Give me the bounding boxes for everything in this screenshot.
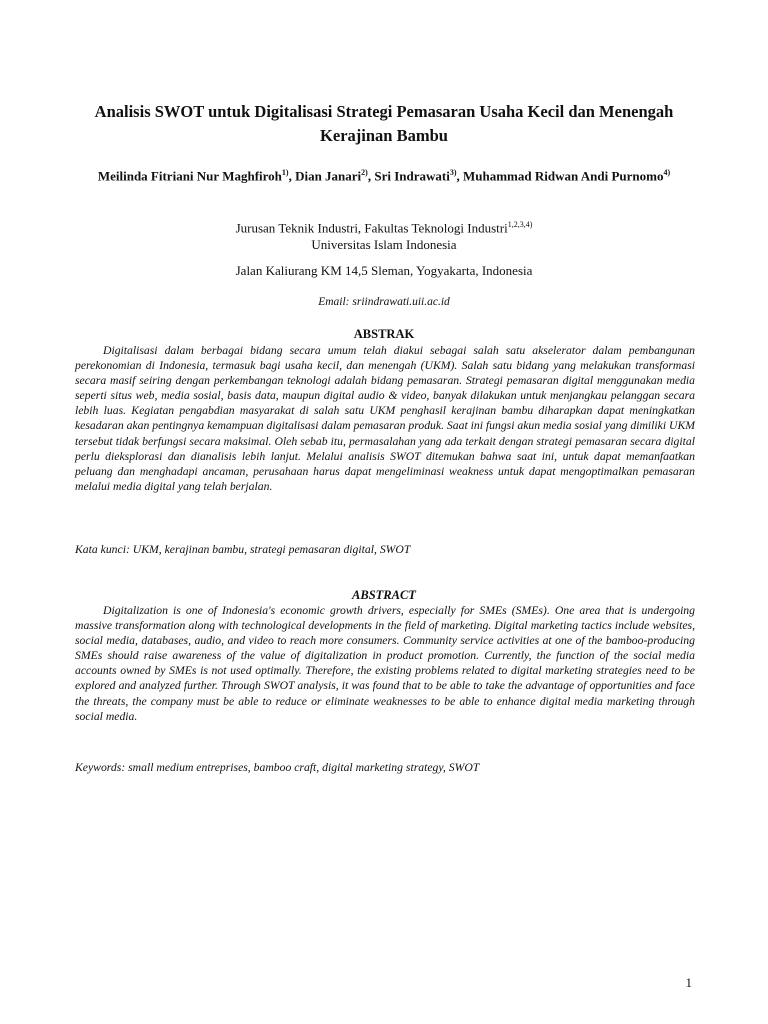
kata-kunci: Kata kunci: UKM, kerajinan bambu, strategi pemasaran digital, SWOT [75, 543, 411, 556]
author-name: Sri Indrawati [374, 168, 450, 184]
author-marker: 2) [361, 168, 368, 177]
contact-email: Email: sriindrawati.uii.ac.id [318, 296, 450, 308]
author-marker: 1) [281, 168, 289, 177]
page-number: 1 [685, 975, 692, 990]
author-name: Meilinda Fitriani Nur Maghfiroh [97, 168, 282, 184]
affiliation-address: Jalan Kaliurang KM 14,5 Sleman, Yogyakarta, Indonesia [235, 263, 533, 278]
affiliation-department: Jurusan Teknik Industri, Fakultas Teknologi Industri [235, 220, 508, 236]
abstrak-body: Digitalisasi dalam berbagai bidang secara umum telah diakui sebagai salah satu akselerator dalam pembangunan perekonomian di Indonesia, termasuk bagi usaha kecil, dan menengah (UKM). Salah satu bidang yang melakukan transformasi secara masif seiring dengan perkembangan teknologi adalah bidang pemasaran. Strategi pemasaran digital menggunakan media seperti situs web, media sosial, basis data, maupun digital audio & video, banyak dilakukan untuk menjangkau pelanggan secara lebih luas. Kegiatan pengabdian masyarakat di salah satu UKM penghasil kerajinan bambu diharapkan dapat meningkatkan kesadaran akan pentingnya kemampuan digitalisasi dalam pemasaran produk. Saat ini fungsi akun media sosial yang dimiliki UKM tersebut tidak berfungsi secara maksimal. Oleh sebab itu, permasalahan yang ada terkait dengan strategi pemasaran secara digital perlu dieksplorasi dan dianalisis lebih lanjut. Melalui analisis SWOT ditemukan bahwa saat ini, untuk dapat memanfaatkan peluang dan menghadapi ancaman, perusahaan harus dapat mengeliminasi weakness untuk dapat mengoptimalkan pemasaran melalui media digital yang telah berjalan. [75, 344, 695, 493]
author-name: Muhammad Ridwan Andi Purnomo [463, 168, 664, 184]
affiliation-marker: 1,2,3,4) [507, 220, 533, 229]
author-separator: , [456, 168, 463, 184]
author-list [72, 164, 696, 185]
affiliation-university: Universitas Islam Indonesia [311, 237, 457, 253]
affiliation [120, 216, 648, 253]
abstract-heading: ABSTRACT [352, 588, 416, 602]
author-separator: , [288, 168, 296, 184]
author-marker: 3) [449, 168, 457, 177]
abstrak-heading: ABSTRAK [353, 327, 415, 341]
paper-title: Analisis SWOT untuk Digitalisasi Strategi Pemasaran Usaha Kecil dan Menengah Kerajinan Bambu [94, 102, 674, 145]
abstract-body: Digitalization is one of Indonesia's economic growth drivers, especially for SMEs (SMEs). One area that is undergoing massive transformation along with technological developments in the field of marketing. Digital marketing tactics include websites, social media, databases, audio, and video to reach more consumers. Community service activities at one of the bamboo-producing SMEs should raise awareness of the value of digitalization in product promotion. Currently, the function of the social media accounts owned by SMEs is not used optimally. Therefore, the existing problems related to digital marketing strategies need to be explored and analyzed further. Through SWOT analysis, it was found that to be able to take the advantage of opportunities and face the threats, the company must be able to reduce or eliminate weaknesses to be able to enhance digital media marketing through social media. [75, 604, 695, 723]
author-name: Dian Janari [295, 168, 362, 184]
keywords: Keywords: small medium entreprises, bamboo craft, digital marketing strategy, SWOT [75, 761, 480, 774]
author-separator: , [367, 168, 375, 184]
author-marker: 4) [663, 168, 671, 177]
